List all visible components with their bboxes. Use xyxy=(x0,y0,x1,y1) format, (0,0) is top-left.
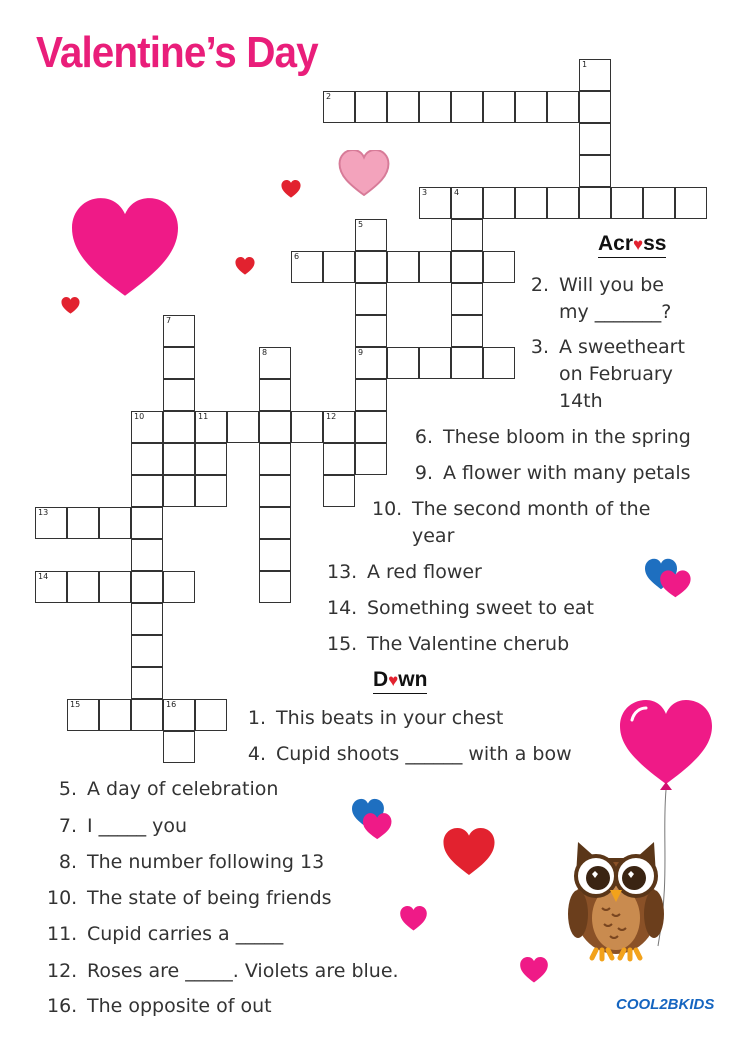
page-title: Valentine’s Day xyxy=(36,28,318,77)
crossword-cell[interactable] xyxy=(259,539,291,571)
across-heading: Acr♥ss xyxy=(598,232,666,258)
small-heart-icon xyxy=(61,297,80,314)
crossword-cell[interactable] xyxy=(163,347,195,379)
clue-number: 10. xyxy=(47,887,78,909)
across-clue xyxy=(414,460,691,487)
crossword-cell[interactable] xyxy=(579,123,611,155)
crossword-cell[interactable] xyxy=(419,251,451,283)
clue-text: Something sweet to eat xyxy=(367,597,594,619)
owl-icon xyxy=(556,836,676,962)
crossword-cell[interactable] xyxy=(419,91,451,123)
down-heading: D♥wn xyxy=(373,668,427,694)
crossword-cell[interactable] xyxy=(387,91,419,123)
cell-number: 3 xyxy=(422,188,428,197)
cell-number: 9 xyxy=(358,348,364,357)
crossword-cell[interactable] xyxy=(163,699,195,731)
crossword-cell[interactable] xyxy=(259,347,291,379)
cell-number: 10 xyxy=(134,412,145,421)
across-clue xyxy=(414,424,691,451)
red-heart-icon xyxy=(442,828,496,876)
cell-number: 1 xyxy=(582,60,588,69)
crossword-cell[interactable] xyxy=(259,379,291,411)
clue-number: 14. xyxy=(327,597,358,619)
crossword-cell[interactable] xyxy=(515,91,547,123)
blue-pink-hearts-icon xyxy=(352,798,394,840)
crossword-cell[interactable] xyxy=(483,187,515,219)
heart-icon: ♥ xyxy=(388,671,399,690)
crossword-cell[interactable] xyxy=(195,475,227,507)
small-heart-icon xyxy=(281,180,301,198)
crossword-cell[interactable] xyxy=(515,187,547,219)
crossword-cell[interactable] xyxy=(451,283,483,315)
crossword-cell[interactable] xyxy=(291,251,323,283)
crossword-cell[interactable] xyxy=(483,91,515,123)
down-clue xyxy=(47,958,399,985)
crossword-cell[interactable] xyxy=(419,347,451,379)
clue-text: These bloom in the spring xyxy=(443,426,691,448)
clue-text: my _______? xyxy=(559,301,672,323)
crossword-cell[interactable] xyxy=(227,411,259,443)
cell-number: 14 xyxy=(38,572,49,581)
crossword-cell[interactable] xyxy=(355,443,387,475)
clue-text: year xyxy=(412,525,455,547)
crossword-cell[interactable] xyxy=(355,91,387,123)
pink-heart-icon xyxy=(338,150,390,196)
clue-text: Cupid shoots ______ with a bow xyxy=(276,743,572,765)
crossword-cell[interactable] xyxy=(163,475,195,507)
across-clue xyxy=(530,334,685,415)
clue-number: 16. xyxy=(47,995,78,1017)
crossword-cell[interactable] xyxy=(387,347,419,379)
crossword-cell[interactable] xyxy=(323,91,355,123)
crossword-cell[interactable] xyxy=(579,91,611,123)
crossword-cell[interactable] xyxy=(451,219,483,251)
blue-pink-hearts-icon xyxy=(645,558,693,598)
clue-number: 2. xyxy=(530,274,549,296)
crossword-cell[interactable] xyxy=(675,187,707,219)
clue-number: 5. xyxy=(58,778,77,800)
crossword-cell[interactable] xyxy=(259,411,291,443)
down-clue xyxy=(47,921,284,948)
crossword-cell[interactable] xyxy=(131,411,163,443)
small-pink-heart-icon xyxy=(520,957,548,983)
crossword-cell[interactable] xyxy=(355,411,387,443)
clue-text: on February xyxy=(559,363,673,385)
crossword-cell[interactable] xyxy=(451,187,483,219)
across-clue xyxy=(327,631,570,658)
crossword-cell[interactable] xyxy=(131,699,163,731)
crossword-cell[interactable] xyxy=(419,187,451,219)
clue-text: The number following 13 xyxy=(87,851,325,873)
clue-number: 1. xyxy=(247,707,266,729)
crossword-cell[interactable] xyxy=(323,411,355,443)
crossword-cell[interactable] xyxy=(131,571,163,603)
clue-number: 7. xyxy=(58,815,77,837)
cell-number: 8 xyxy=(262,348,268,357)
down-clue xyxy=(247,741,572,768)
small-pink-heart-icon xyxy=(400,906,427,931)
clue-text: 14th xyxy=(559,390,603,412)
crossword-cell[interactable] xyxy=(355,379,387,411)
crossword-cell[interactable] xyxy=(99,571,131,603)
crossword-cell[interactable] xyxy=(259,507,291,539)
clue-text: Cupid carries a _____ xyxy=(87,923,284,945)
down-clue xyxy=(47,993,272,1020)
crossword-cell[interactable] xyxy=(131,667,163,699)
cell-number: 5 xyxy=(358,220,364,229)
crossword-cell[interactable] xyxy=(387,251,419,283)
clue-text: The Valentine cherub xyxy=(367,633,570,655)
heart-icon: ♥ xyxy=(633,235,644,254)
crossword-cell[interactable] xyxy=(67,571,99,603)
crossword-cell[interactable] xyxy=(131,475,163,507)
crossword-cell[interactable] xyxy=(163,379,195,411)
crossword-cell[interactable] xyxy=(579,155,611,187)
down-clue xyxy=(58,849,325,876)
clue-text: A flower with many petals xyxy=(443,462,691,484)
crossword-cell[interactable] xyxy=(579,59,611,91)
cell-number: 15 xyxy=(70,700,81,709)
crossword-cell[interactable] xyxy=(611,187,643,219)
crossword-cell[interactable] xyxy=(99,507,131,539)
crossword-cell[interactable] xyxy=(195,411,227,443)
crossword-cell[interactable] xyxy=(355,283,387,315)
small-heart-icon xyxy=(235,257,255,275)
crossword-cell[interactable] xyxy=(163,571,195,603)
cell-number: 4 xyxy=(454,188,460,197)
crossword-cell[interactable] xyxy=(131,603,163,635)
crossword-cell[interactable] xyxy=(67,507,99,539)
crossword-cell[interactable] xyxy=(483,251,515,283)
crossword-cell[interactable] xyxy=(195,443,227,475)
clue-number: 3. xyxy=(530,336,549,358)
crossword-cell[interactable] xyxy=(483,347,515,379)
down-clue xyxy=(58,813,188,840)
clue-text: This beats in your chest xyxy=(276,707,504,729)
crossword-cell[interactable] xyxy=(355,219,387,251)
cell-number: 16 xyxy=(166,700,177,709)
crossword-cell[interactable] xyxy=(451,91,483,123)
across-clue xyxy=(327,559,482,586)
crossword-cell[interactable] xyxy=(259,443,291,475)
crossword-cell[interactable] xyxy=(195,699,227,731)
crossword-cell[interactable] xyxy=(131,443,163,475)
crossword-cell[interactable] xyxy=(643,187,675,219)
down-clue xyxy=(58,776,279,803)
crossword-cell[interactable] xyxy=(355,315,387,347)
cell-number: 11 xyxy=(198,412,209,421)
crossword-cell[interactable] xyxy=(259,571,291,603)
cell-number: 13 xyxy=(38,508,49,517)
clue-number: 11. xyxy=(47,923,78,945)
crossword-cell[interactable] xyxy=(35,571,67,603)
clue-text: I _____ you xyxy=(87,815,188,837)
crossword-cell[interactable] xyxy=(131,635,163,667)
crossword-cell[interactable] xyxy=(163,315,195,347)
crossword-cell[interactable] xyxy=(547,91,579,123)
cell-number: 2 xyxy=(326,92,332,101)
crossword-cell[interactable] xyxy=(323,443,355,475)
clue-text: A day of celebration xyxy=(87,778,279,800)
cell-number: 7 xyxy=(166,316,172,325)
crossword-cell[interactable] xyxy=(99,699,131,731)
across-clue xyxy=(327,595,594,622)
clue-text: The second month of the xyxy=(412,498,651,520)
crossword-cell[interactable] xyxy=(355,251,387,283)
clue-number: 15. xyxy=(327,633,358,655)
crossword-cell[interactable] xyxy=(451,251,483,283)
clue-text: Will you be xyxy=(559,274,664,296)
crossword-cell[interactable] xyxy=(163,731,195,763)
crossword-cell[interactable] xyxy=(579,187,611,219)
large-heart-icon xyxy=(72,198,178,298)
clue-number: 4. xyxy=(247,743,266,765)
crossword-cell[interactable] xyxy=(451,315,483,347)
down-clue xyxy=(47,885,332,912)
clue-number: 8. xyxy=(58,851,77,873)
site-logo: COOL2BKIDS xyxy=(616,996,715,1013)
clue-number: 13. xyxy=(327,561,358,583)
crossword-cell[interactable] xyxy=(163,443,195,475)
crossword-cell[interactable] xyxy=(547,187,579,219)
crossword-cell[interactable] xyxy=(259,475,291,507)
crossword-cell[interactable] xyxy=(67,699,99,731)
crossword-cell[interactable] xyxy=(291,411,323,443)
clue-text: The opposite of out xyxy=(87,995,272,1017)
across-clue xyxy=(530,272,672,326)
clue-text: The state of being friends xyxy=(87,887,332,909)
cell-number: 6 xyxy=(294,252,300,261)
crossword-cell[interactable] xyxy=(323,251,355,283)
down-clue xyxy=(247,705,504,732)
clue-number: 9. xyxy=(414,462,433,484)
crossword-cell[interactable] xyxy=(35,507,67,539)
crossword-cell[interactable] xyxy=(131,507,163,539)
clue-number: 12. xyxy=(47,960,78,982)
clue-text: A sweetheart xyxy=(559,336,685,358)
crossword-cell[interactable] xyxy=(323,475,355,507)
crossword-cell[interactable] xyxy=(131,539,163,571)
crossword-cell[interactable] xyxy=(355,347,387,379)
clue-number: 10. xyxy=(372,498,403,520)
crossword-cell[interactable] xyxy=(451,347,483,379)
clue-number: 6. xyxy=(414,426,433,448)
crossword-cell[interactable] xyxy=(163,411,195,443)
clue-text: A red flower xyxy=(367,561,482,583)
cell-number: 12 xyxy=(326,412,337,421)
clue-text: Roses are _____. Violets are blue. xyxy=(87,960,399,982)
across-clue xyxy=(372,496,651,550)
